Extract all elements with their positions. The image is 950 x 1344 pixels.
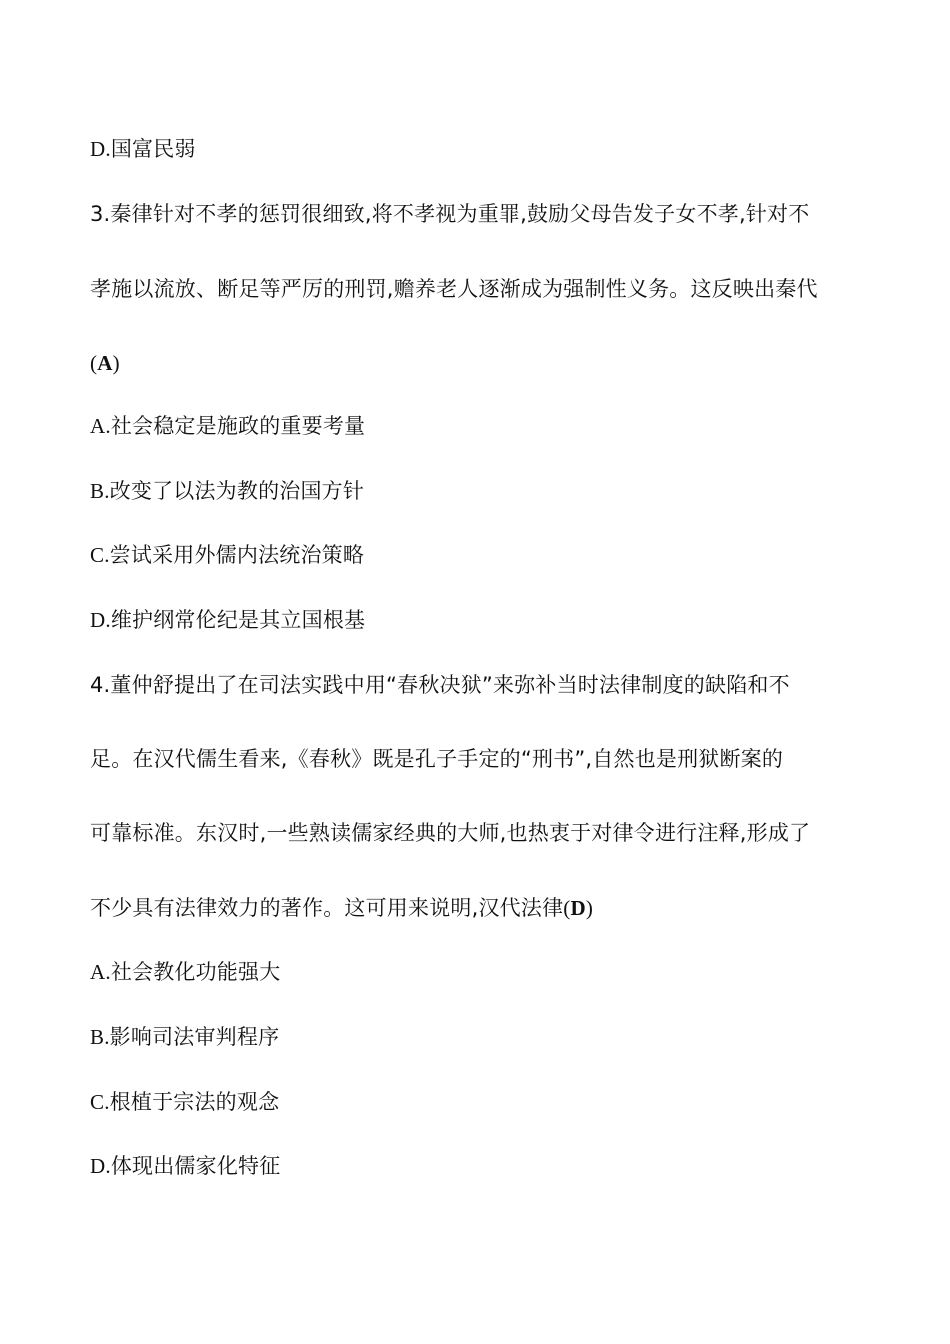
answer-close-paren: ) bbox=[585, 896, 594, 920]
option-text: 社会稳定是施政的重要考量 bbox=[110, 414, 366, 438]
prev-option-d bbox=[90, 134, 870, 164]
q4-stem-line-4 bbox=[90, 893, 870, 923]
option-prefix: D. bbox=[90, 1154, 111, 1178]
option-prefix: A. bbox=[90, 960, 111, 984]
option-text: 根植于宗法的观念 bbox=[109, 1090, 280, 1114]
q4-stem-text: 不少具有法律效力的著作。这可用来说明,汉代法律 bbox=[90, 896, 564, 920]
q4-stem-line-3: 可靠标准。东汉时,一些熟读儒家经典的大师,也热衷于对律令进行注释,形成了 bbox=[90, 821, 811, 845]
option-prefix: C. bbox=[90, 1090, 110, 1114]
q4-option-c bbox=[90, 1087, 870, 1117]
answer-letter: A bbox=[97, 351, 113, 375]
option-prefix: B. bbox=[90, 1025, 110, 1049]
q4-option-d bbox=[90, 1151, 870, 1181]
option-prefix: B. bbox=[90, 479, 110, 503]
option-text: 体现出儒家化特征 bbox=[110, 1154, 281, 1178]
q3-answer bbox=[90, 348, 870, 378]
answer-letter: D bbox=[570, 896, 586, 920]
q3-stem-line-1: 3.秦律针对不孝的惩罚很细致,将不孝视为重罪,鼓励父母告发子女不孝,针对不 bbox=[90, 202, 810, 226]
option-text: 改变了以法为教的治国方针 bbox=[109, 479, 365, 503]
q3-option-b bbox=[90, 476, 870, 506]
q3-option-a bbox=[90, 411, 870, 441]
option-prefix: C. bbox=[90, 543, 110, 567]
answer-open-paren: ( bbox=[563, 896, 571, 920]
q3-option-d bbox=[90, 605, 870, 635]
option-text: 社会教化功能强大 bbox=[110, 960, 281, 984]
q4-stem-line-1: 4.董仲舒提出了在司法实践中用“春秋决狱”来弥补当时法律制度的缺陷和不 bbox=[90, 673, 790, 697]
option-prefix: A. bbox=[90, 414, 111, 438]
q4-stem-line-2: 足。在汉代儒生看来,《春秋》既是孔子手定的“刑书”,自然也是刑狱断案的 bbox=[90, 747, 784, 771]
answer-close-paren: ) bbox=[112, 351, 120, 375]
option-text: 尝试采用外儒内法统治策略 bbox=[109, 543, 365, 567]
option-prefix: D. bbox=[90, 137, 111, 161]
q4-option-a bbox=[90, 957, 870, 987]
option-prefix: D. bbox=[90, 608, 111, 632]
q3-option-c bbox=[90, 540, 870, 570]
option-text: 维护纲常伦纪是其立国根基 bbox=[110, 608, 366, 632]
option-text: 影响司法审判程序 bbox=[109, 1025, 280, 1049]
answer-open-paren: ( bbox=[90, 351, 98, 375]
q4-option-b bbox=[90, 1022, 870, 1052]
q3-stem-line-2: 孝施以流放、断足等严厉的刑罚,赡养老人逐渐成为强制性义务。这反映出秦代 bbox=[90, 277, 818, 301]
option-text: 国富民弱 bbox=[110, 137, 196, 161]
